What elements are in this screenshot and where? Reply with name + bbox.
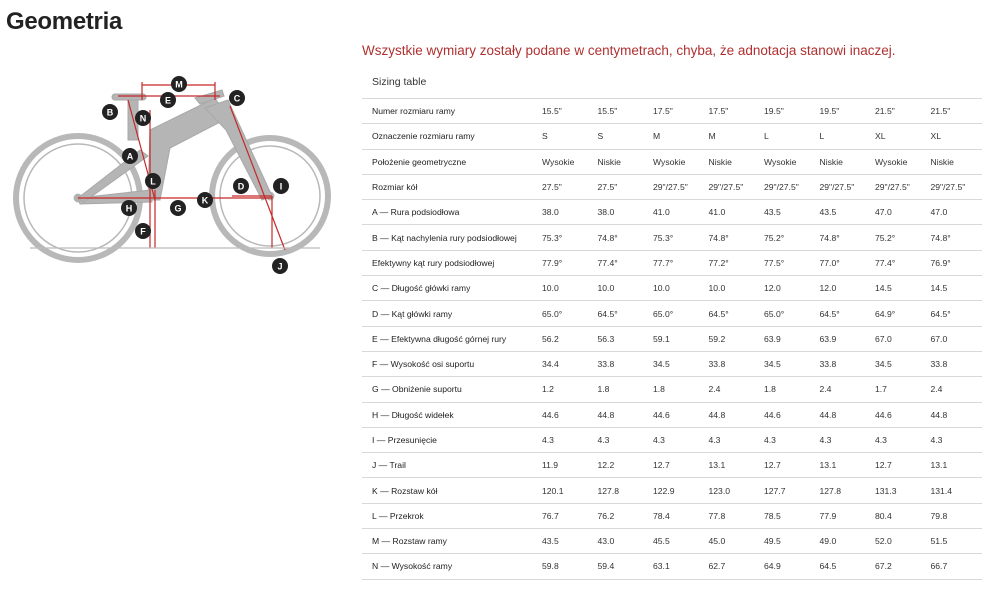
table-cell: 15.5"	[594, 99, 650, 124]
marker-b	[102, 104, 118, 120]
svg-text:H: H	[125, 203, 133, 214]
table-cell: 38.0	[538, 200, 594, 225]
table-cell: 13.1	[927, 453, 983, 478]
table-cell: 131.4	[927, 478, 983, 503]
table-cell: 74.8°	[927, 225, 983, 250]
row-label: F — Wysokość osi suportu	[362, 351, 538, 376]
table-cell: 123.0	[705, 478, 761, 503]
table-cell: Wysokie	[538, 149, 594, 174]
svg-text:B: B	[106, 107, 114, 118]
table-cell: 47.0	[927, 200, 983, 225]
table-cell: 67.2	[871, 554, 927, 579]
table-cell: 63.1	[649, 554, 705, 579]
table-cell: 127.8	[594, 478, 650, 503]
table-cell: 4.3	[705, 427, 761, 452]
row-label: Numer rozmiaru ramy	[362, 99, 538, 124]
table-cell: 51.5	[927, 529, 983, 554]
table-cell: 34.5	[649, 351, 705, 376]
table-cell: 29"/27.5"	[816, 174, 872, 199]
table-cell: 77.5°	[760, 250, 816, 275]
table-cell: 12.7	[649, 453, 705, 478]
table-cell: 67.0	[927, 326, 983, 351]
table-row	[362, 200, 982, 225]
table-cell: 10.0	[649, 276, 705, 301]
table-cell: 1.8	[649, 377, 705, 402]
svg-text:N: N	[139, 113, 147, 124]
table-cell: 2.4	[927, 377, 983, 402]
table-cell: 64.9°	[871, 301, 927, 326]
row-label: G — Obniżenie suportu	[362, 377, 538, 402]
svg-text:J: J	[277, 261, 283, 272]
row-label: K — Rozstaw kół	[362, 478, 538, 503]
row-label: A — Rura podsiodłowa	[362, 200, 538, 225]
table-cell: Wysokie	[760, 149, 816, 174]
marker-c	[229, 90, 245, 106]
table-cell: 12.0	[816, 276, 872, 301]
table-cell: 1.7	[871, 377, 927, 402]
table-cell: 77.2°	[705, 250, 761, 275]
table-cell: 65.0°	[649, 301, 705, 326]
table-cell: 14.5	[927, 276, 983, 301]
table-cell: 47.0	[871, 200, 927, 225]
table-cell: 80.4	[871, 503, 927, 528]
table-cell: 10.0	[594, 276, 650, 301]
table-cell: 76.7	[538, 503, 594, 528]
table-cell: 13.1	[816, 453, 872, 478]
table-cell: 64.5°	[594, 301, 650, 326]
table-row	[362, 351, 982, 376]
table-cell: 2.4	[816, 377, 872, 402]
table-cell: 17.5"	[649, 99, 705, 124]
table-cell: 44.6	[871, 402, 927, 427]
table-cell: 4.3	[649, 427, 705, 452]
table-row	[362, 149, 982, 174]
table-cell: 44.6	[538, 402, 594, 427]
table-row	[362, 276, 982, 301]
table-cell: 12.2	[594, 453, 650, 478]
table-cell: 1.8	[594, 377, 650, 402]
page-title: Geometria	[6, 8, 123, 35]
table-row	[362, 503, 982, 528]
table-cell: 131.3	[871, 478, 927, 503]
table-cell: 33.8	[705, 351, 761, 376]
table-row	[362, 554, 982, 579]
table-cell: 17.5"	[705, 99, 761, 124]
table-cell: 64.5	[816, 554, 872, 579]
table-cell: 1.8	[760, 377, 816, 402]
table-cell: 77.9	[816, 503, 872, 528]
table-cell: 14.5	[871, 276, 927, 301]
row-label: Oznaczenie rozmiaru ramy	[362, 124, 538, 149]
marker-h	[121, 200, 137, 216]
table-row	[362, 301, 982, 326]
row-label: C — Długość główki ramy	[362, 276, 538, 301]
row-label: M — Rozstaw ramy	[362, 529, 538, 554]
table-cell: 59.4	[594, 554, 650, 579]
table-cell: Wysokie	[649, 149, 705, 174]
table-cell: 15.5"	[538, 99, 594, 124]
table-cell: 21.5"	[927, 99, 983, 124]
table-cell: Niskie	[705, 149, 761, 174]
table-cell: 12.7	[760, 453, 816, 478]
table-cell: M	[649, 124, 705, 149]
table-cell: 56.2	[538, 326, 594, 351]
table-cell: 66.7	[927, 554, 983, 579]
table-cell: 77.4°	[871, 250, 927, 275]
table-cell: 45.5	[649, 529, 705, 554]
row-label: I — Przesunięcie	[362, 427, 538, 452]
table-cell: Wysokie	[871, 149, 927, 174]
table-cell: 1.2	[538, 377, 594, 402]
table-cell: 77.7°	[649, 250, 705, 275]
marker-d	[233, 178, 249, 194]
svg-text:F: F	[140, 226, 146, 237]
table-cell: XL	[871, 124, 927, 149]
table-cell: 10.0	[538, 276, 594, 301]
table-cell: 44.8	[927, 402, 983, 427]
table-row	[362, 99, 982, 124]
table-row	[362, 529, 982, 554]
table-cell: S	[594, 124, 650, 149]
table-cell: 59.8	[538, 554, 594, 579]
table-cell: 44.8	[705, 402, 761, 427]
table-cell: 29"/27.5"	[649, 174, 705, 199]
table-row	[362, 427, 982, 452]
table-cell: 63.9	[816, 326, 872, 351]
table-cell: 79.8	[927, 503, 983, 528]
table-cell: 75.3°	[538, 225, 594, 250]
row-label: L — Przekrok	[362, 503, 538, 528]
table-cell: 127.7	[760, 478, 816, 503]
table-cell: 19.5"	[816, 99, 872, 124]
table-cell: 76.9°	[927, 250, 983, 275]
bike-illustration	[0, 70, 340, 285]
table-cell: 67.0	[871, 326, 927, 351]
table-cell: 64.5°	[705, 301, 761, 326]
table-cell: 75.2°	[760, 225, 816, 250]
svg-text:E: E	[164, 95, 172, 106]
marker-a	[122, 148, 138, 164]
table-row	[362, 453, 982, 478]
table-cell: 12.7	[871, 453, 927, 478]
table-cell: 43.5	[538, 529, 594, 554]
marker-k	[197, 192, 213, 208]
table-cell: 10.0	[705, 276, 761, 301]
table-cell: 127.8	[816, 478, 872, 503]
table-cell: 19.5"	[760, 99, 816, 124]
row-label: B — Kąt nachylenia rury podsiodłowej	[362, 225, 538, 250]
table-row	[362, 124, 982, 149]
table-cell: 43.5	[816, 200, 872, 225]
row-label: N — Wysokość ramy	[362, 554, 538, 579]
marker-g	[170, 200, 186, 216]
table-caption: Sizing table	[372, 76, 427, 88]
table-cell: 78.5	[760, 503, 816, 528]
dimension-lines	[30, 79, 320, 250]
table-cell: 62.7	[705, 554, 761, 579]
table-cell: 77.0°	[816, 250, 872, 275]
table-cell: 64.9	[760, 554, 816, 579]
table-cell: 77.9°	[538, 250, 594, 275]
row-label: Rozmiar kół	[362, 174, 538, 199]
table-cell: 34.5	[760, 351, 816, 376]
table-cell: 49.0	[816, 529, 872, 554]
table-row	[362, 478, 982, 503]
table-cell: 77.4°	[594, 250, 650, 275]
table-cell: 11.9	[538, 453, 594, 478]
table-cell: 65.0°	[538, 301, 594, 326]
units-note: Wszystkie wymiary zostały podane w centymetrach, chyba, że adnotacja stanowi inaczej.	[362, 43, 896, 58]
svg-text:L: L	[150, 176, 156, 187]
table-cell: 43.0	[594, 529, 650, 554]
row-label: H — Długość widełek	[362, 402, 538, 427]
table-cell: 75.2°	[871, 225, 927, 250]
table-cell: 43.5	[760, 200, 816, 225]
table-cell: 122.9	[649, 478, 705, 503]
table-row	[362, 225, 982, 250]
table-cell: 44.8	[594, 402, 650, 427]
table-cell: 44.8	[816, 402, 872, 427]
table-cell: 77.8	[705, 503, 761, 528]
table-cell: 56.3	[594, 326, 650, 351]
table-cell: 63.9	[760, 326, 816, 351]
svg-text:A: A	[126, 151, 134, 162]
table-cell: M	[705, 124, 761, 149]
row-label: J — Trail	[362, 453, 538, 478]
svg-text:C: C	[233, 93, 241, 104]
table-cell: 52.0	[871, 529, 927, 554]
table-cell: 59.1	[649, 326, 705, 351]
table-cell: 41.0	[649, 200, 705, 225]
table-cell: 13.1	[705, 453, 761, 478]
table-cell: 29"/27.5"	[927, 174, 983, 199]
table-cell: 64.5°	[816, 301, 872, 326]
table-cell: 41.0	[705, 200, 761, 225]
table-cell: 33.8	[816, 351, 872, 376]
marker-j	[272, 258, 288, 274]
svg-text:K: K	[201, 195, 209, 206]
table-cell: XL	[927, 124, 983, 149]
table-cell: 4.3	[594, 427, 650, 452]
marker-f	[135, 223, 151, 239]
table-cell: 65.0°	[760, 301, 816, 326]
svg-text:I: I	[279, 181, 283, 192]
table-cell: 74.8°	[594, 225, 650, 250]
table-cell: 2.4	[705, 377, 761, 402]
geometry-table	[362, 98, 982, 580]
table-cell: L	[760, 124, 816, 149]
table-cell: 76.2	[594, 503, 650, 528]
table-cell: 34.4	[538, 351, 594, 376]
table-row	[362, 174, 982, 199]
table-row	[362, 326, 982, 351]
table-cell: 49.5	[760, 529, 816, 554]
table-cell: 29"/27.5"	[871, 174, 927, 199]
table-cell: 44.6	[649, 402, 705, 427]
bike-geometry-diagram	[0, 70, 340, 285]
table-cell: 64.5°	[927, 301, 983, 326]
table-cell: S	[538, 124, 594, 149]
table-cell: 74.8°	[816, 225, 872, 250]
table-cell: 33.8	[927, 351, 983, 376]
row-label: Efektywny kąt rury podsiodłowej	[362, 250, 538, 275]
table-cell: 4.3	[760, 427, 816, 452]
table-cell: 38.0	[594, 200, 650, 225]
table-cell: 4.3	[927, 427, 983, 452]
table-row	[362, 402, 982, 427]
svg-text:G: G	[174, 203, 182, 214]
table-cell: 21.5"	[871, 99, 927, 124]
row-label: D — Kąt główki ramy	[362, 301, 538, 326]
table-cell: 29"/27.5"	[705, 174, 761, 199]
table-cell: 34.5	[871, 351, 927, 376]
table-cell: 44.6	[760, 402, 816, 427]
marker-n	[135, 110, 151, 126]
table-cell: 120.1	[538, 478, 594, 503]
table-cell: 29"/27.5"	[760, 174, 816, 199]
svg-text:D: D	[237, 181, 245, 192]
table-cell: 74.8°	[705, 225, 761, 250]
marker-l	[145, 173, 161, 189]
table-cell: L	[816, 124, 872, 149]
table-cell: 75.3°	[649, 225, 705, 250]
row-label: Położenie geometryczne	[362, 149, 538, 174]
table-row	[362, 250, 982, 275]
table-cell: 12.0	[760, 276, 816, 301]
svg-text:M: M	[175, 79, 183, 90]
row-label: E — Efektywna długość górnej rury	[362, 326, 538, 351]
marker-i	[273, 178, 289, 194]
table-cell: Niskie	[816, 149, 872, 174]
table-cell: 4.3	[816, 427, 872, 452]
marker-e	[160, 92, 176, 108]
table-cell: 27.5"	[594, 174, 650, 199]
table-cell: 78.4	[649, 503, 705, 528]
table-cell: 4.3	[871, 427, 927, 452]
table-cell: Niskie	[927, 149, 983, 174]
marker-m	[171, 76, 187, 92]
table-row	[362, 377, 982, 402]
table-cell: 33.8	[594, 351, 650, 376]
table-cell: 4.3	[538, 427, 594, 452]
table-cell: 59.2	[705, 326, 761, 351]
table-cell: 27.5"	[538, 174, 594, 199]
table-cell: Niskie	[594, 149, 650, 174]
table-cell: 45.0	[705, 529, 761, 554]
